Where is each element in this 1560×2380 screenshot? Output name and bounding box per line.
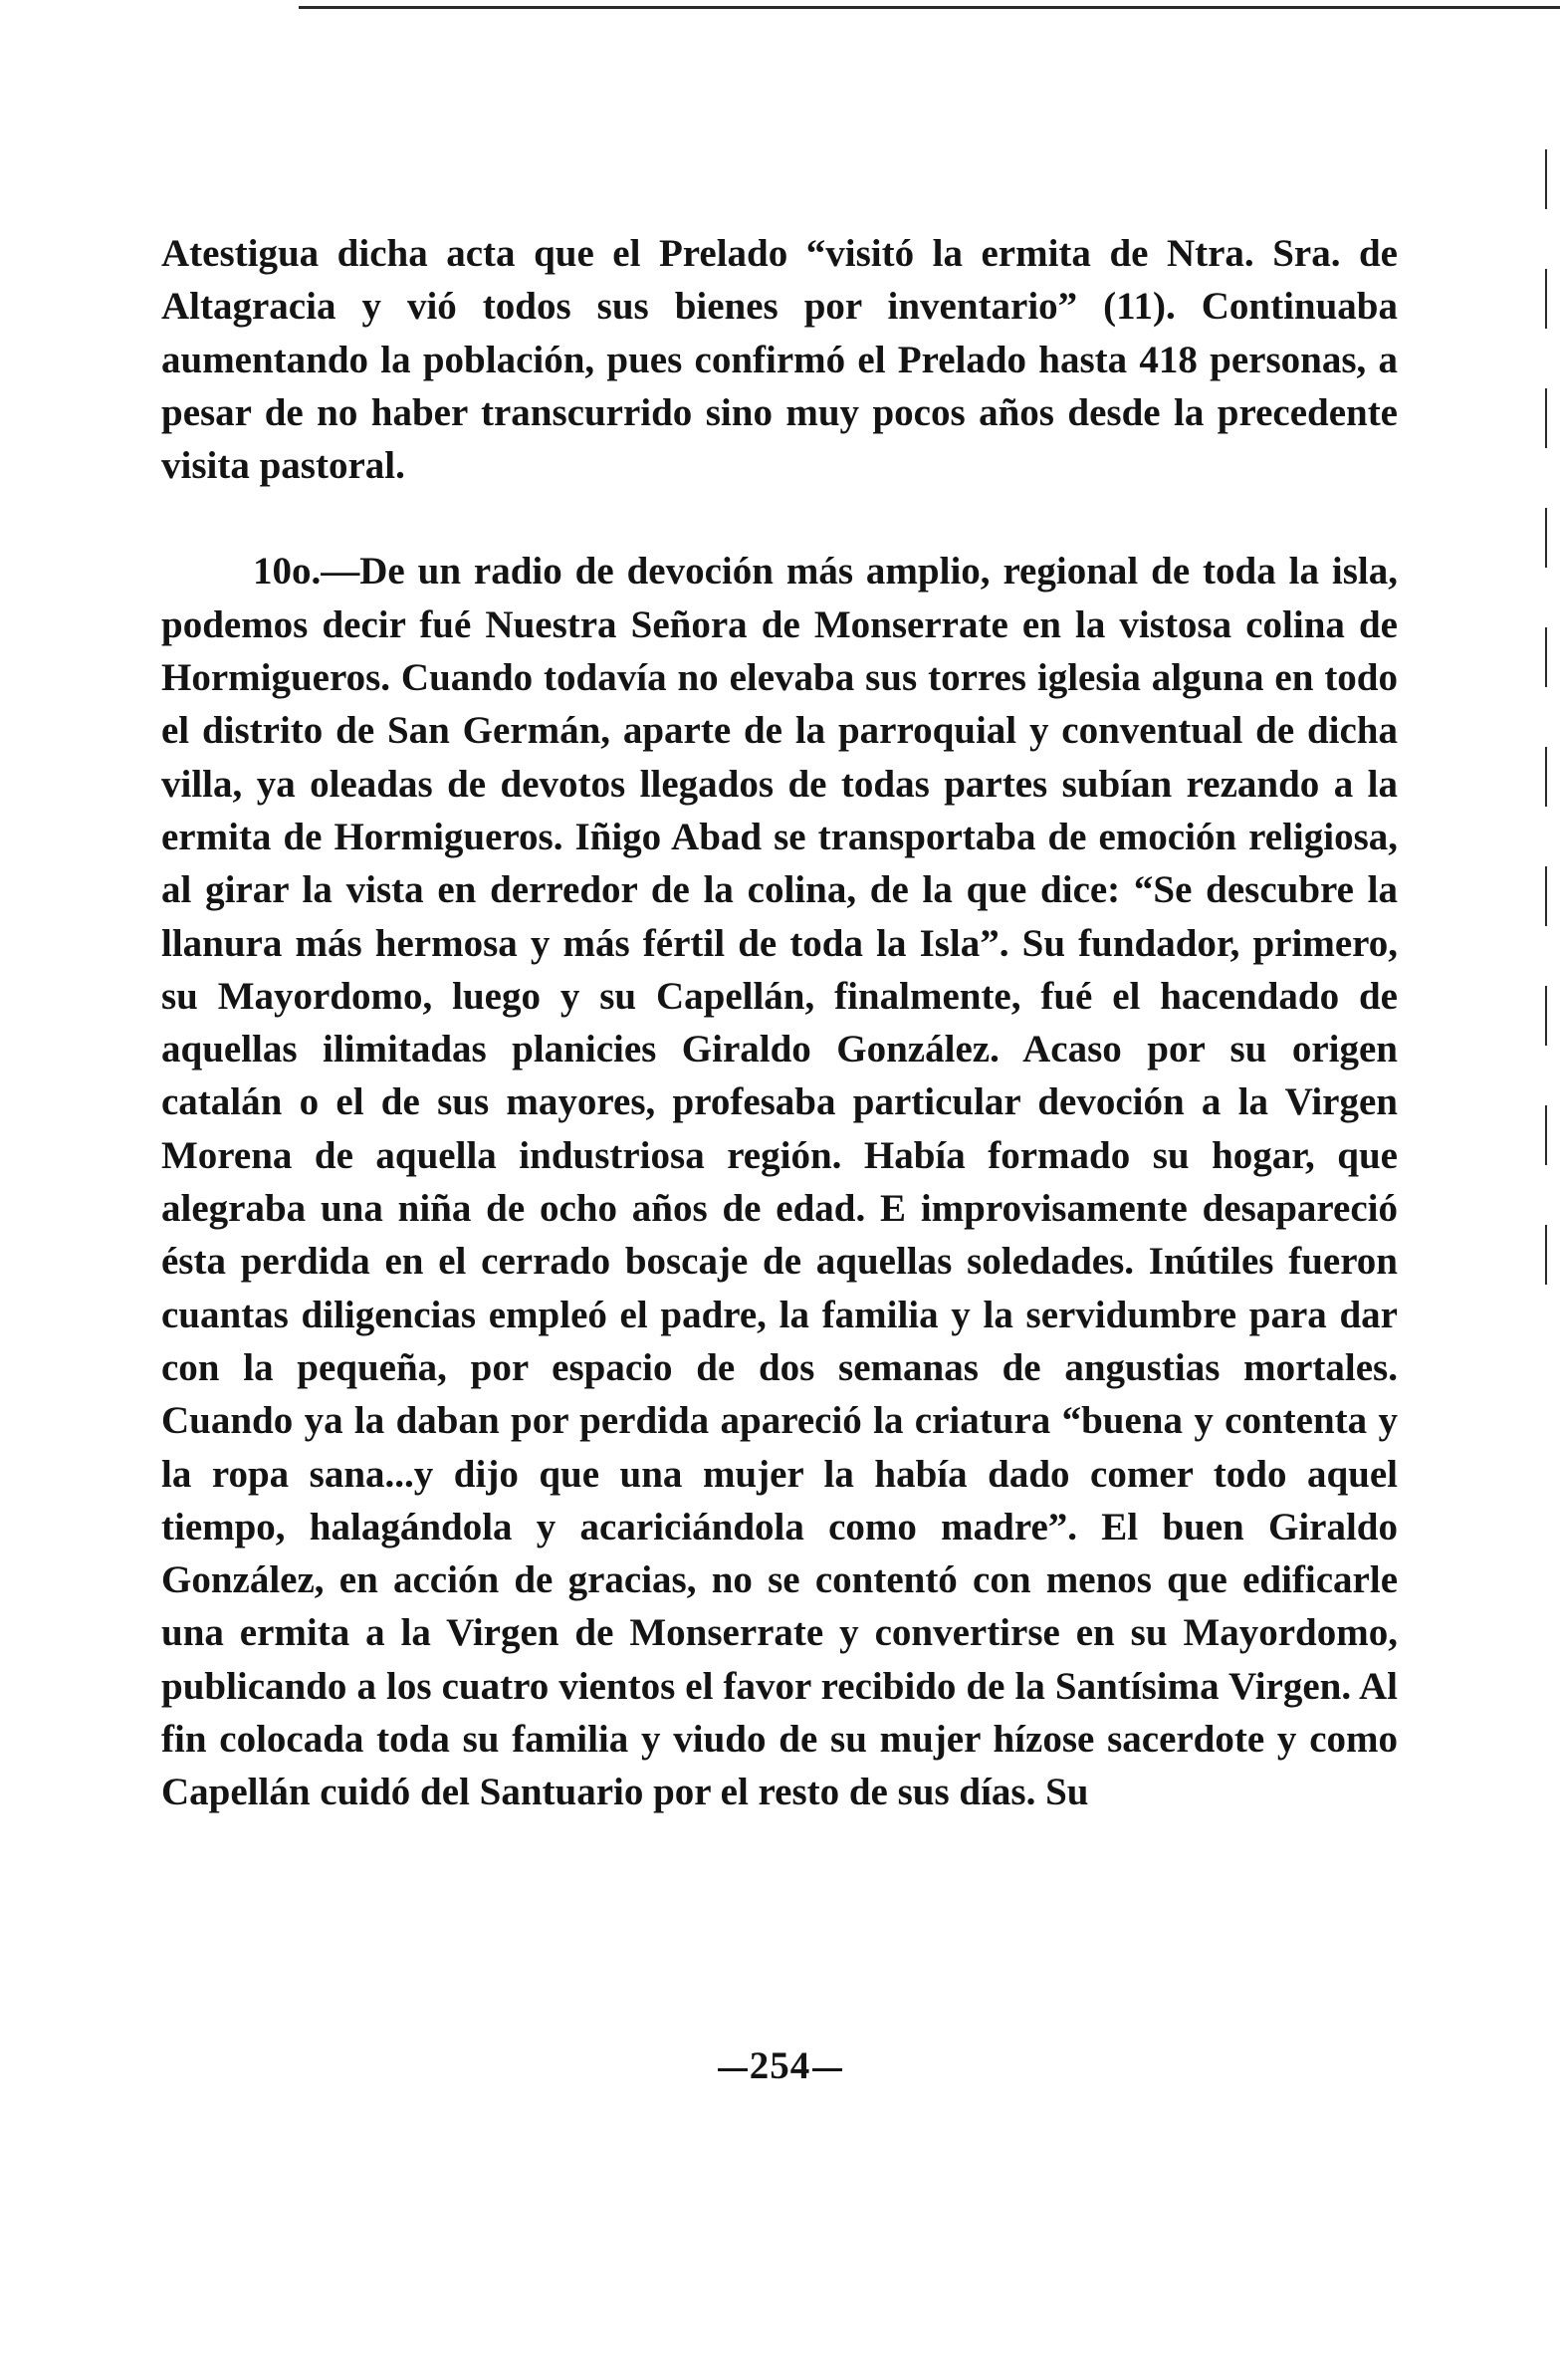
paragraph-2: 10o.—De un radio de devoción más amplio, regional de toda la isla, podemos decir fué Nuestra Señora de Monserrate en la vistosa colina de Hormigueros. Cuando todavía no elevaba sus torres iglesia alguna en todo el distrito de San Germán, aparte de la parroquial y conventual de dicha villa, ya oleadas de devotos llegados de todas partes subían rezando a la ermita de Hormigueros. Iñigo Abad se transportaba de emoción religiosa, al girar la vista en derredor de la colina, de la que dice: “Se descubre la llanura más hermosa y más fértil de toda la Isla”. Su fundador, primero, su Mayordomo, luego y su Capellán, finalmente, fué el hacendado de aquellas ilimitadas planicies Giraldo González. Acaso por su origen catalán o el de sus mayores, profesaba particular devoción a la Virgen Morena de aquella industriosa región. Había formado su hogar, que alegraba una niña de ocho años de edad. E improvisamente desapareció ésta perdida en el cerrado boscaje de aquellas soledades. Inútiles fueron cuantas diligencias empleó el padre, la familia y la servidumbre para dar con la pequeña, por espacio de dos semanas de angustias mortales. Cuando ya la daban por perdida apareció la criatura “buena y contenta y la ropa sana...y dijo que una mujer la había dado comer todo aquel tiempo, halagándola y acariciándola como madre”. El buen Giraldo González, en acción de gracias, no se contentó con menos que edificarle una ermita a la Virgen de Monserrate y convertirse en su Mayordomo, publicando a los cuatro vientos el favor recibido de la Santísima Virgen. Al fin colocada toda su familia y viudo de su mujer hízose sacerdote y como Capellán cuidó del Santuario por el resto de sus días. Su xyxy=(161,550,1398,1814)
page-number-dash-left xyxy=(718,2068,748,2071)
page-number-dash-right xyxy=(812,2068,842,2071)
body-text xyxy=(161,227,1398,1819)
paragraph-1: Atestigua dicha acta que el Prelado “visitó la ermita de Ntra. Sra. de Altagracia y vió todos sus bienes por inventario” (11). Continuaba aumentando la población, pues confirmó el Prelado hasta 418 personas, a pesar de no haber transcurrido sino muy pocos años desde la precedente visita pastoral. xyxy=(161,232,1398,488)
page-number xyxy=(0,2043,1560,2088)
scan-right-edge xyxy=(1545,149,1547,1344)
scan-top-edge xyxy=(299,6,1560,9)
page-number-value: 254 xyxy=(749,2044,811,2087)
